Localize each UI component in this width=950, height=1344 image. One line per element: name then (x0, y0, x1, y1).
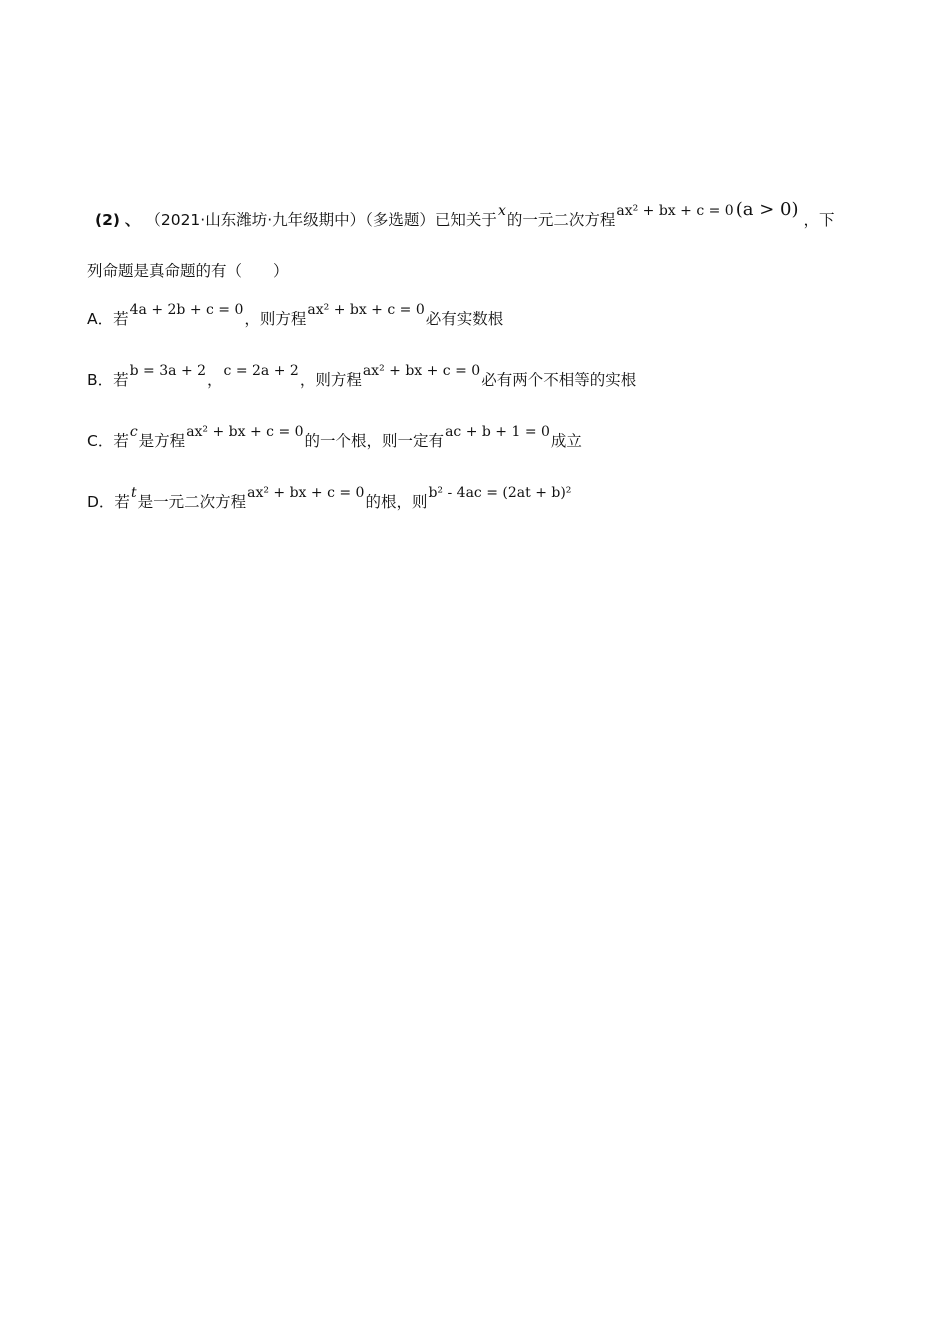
option-label: D．若 (87, 493, 130, 511)
math-variable-x: x (497, 203, 506, 219)
question-stem-text: 的一元二次方程 (506, 211, 616, 229)
option-a (87, 302, 504, 330)
math-equation: ax² + bx + c = 0 (616, 203, 734, 219)
question-type: （多选题） (365, 211, 435, 229)
option-text: 必有两个不相等的实根 (481, 371, 637, 389)
question-stem-text: 已知关于 (434, 211, 497, 229)
option-text: 的一个根，则一定有 (304, 432, 445, 450)
math-equation: ax² + bx + c = 0 (307, 302, 425, 318)
option-label: A．若 (87, 310, 129, 328)
question-stem-line-2 (87, 261, 289, 281)
option-b (87, 363, 637, 391)
question-source: （2021·山东潍坊·九年级期中） (145, 211, 366, 229)
math-result: b² - 4ac = (2at + b)² (428, 485, 572, 501)
option-label: C．若 (87, 432, 129, 450)
option-text: 是一元二次方程 (137, 493, 247, 511)
option-c (87, 424, 582, 452)
option-text: ， (207, 371, 223, 389)
math-condition: b = 3a + 2 (129, 363, 207, 379)
math-condition: 4a + 2b + c = 0 (129, 302, 244, 318)
math-equation: ax² + bx + c = 0 (247, 485, 365, 501)
math-variable-c: c (129, 424, 138, 440)
option-d (87, 485, 572, 513)
question-stem-text: 列命题是真命题的有（ ） (87, 262, 289, 280)
option-text: 必有实数根 (425, 310, 504, 328)
question-separator: 、 (124, 211, 141, 229)
math-condition: (a > 0) (735, 199, 799, 220)
math-variable-t: t (130, 485, 137, 501)
question-stem-line-1 (95, 199, 835, 231)
option-text: ，则方程 (299, 371, 362, 389)
option-text: ，则方程 (244, 310, 307, 328)
math-condition: c = 2a + 2 (223, 363, 299, 379)
question-number: (2) (95, 211, 120, 229)
option-text: 是方程 (138, 432, 186, 450)
option-text: 的根，则 (365, 493, 428, 511)
math-equation: ax² + bx + c = 0 (362, 363, 481, 379)
option-label: B．若 (87, 371, 129, 389)
question-stem-text: ，下 (803, 211, 835, 229)
math-condition: ac + b + 1 = 0 (445, 424, 550, 440)
math-equation: ax² + bx + c = 0 (186, 424, 304, 440)
option-text: 成立 (550, 432, 582, 450)
